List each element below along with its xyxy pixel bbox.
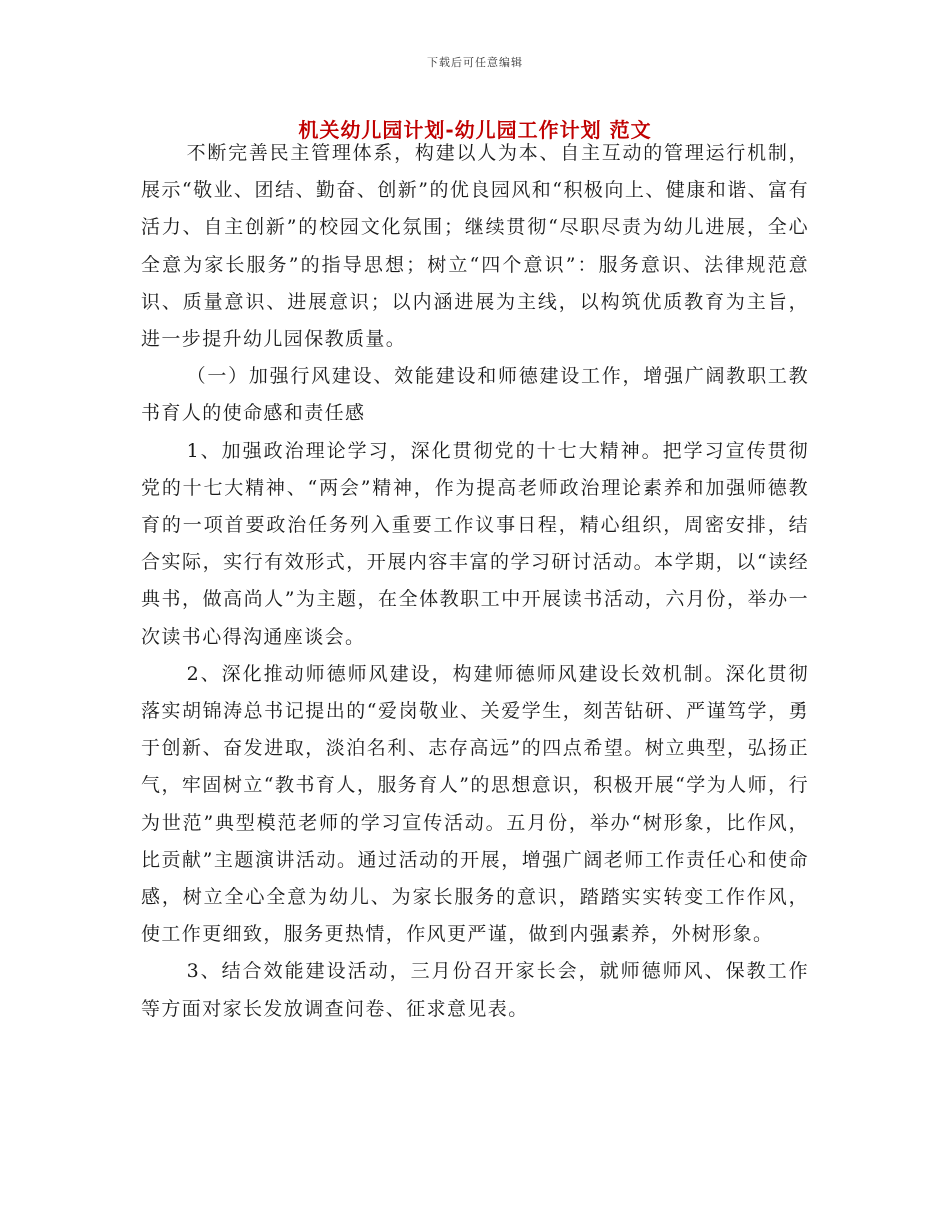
document-body <box>141 135 809 1028</box>
paragraph-intro: 不断完善民主管理体系，构建以人为本、自主互动的管理运行机制，展示“敬业、团结、勤奋、创新”的优良园风和“积极向上、健康和谐、富有活力、自主创新”的校园文化氛围；继续贯彻“尽职尽责为幼儿进展，全心全意为家长服务”的指导思想；树立“四个意识”：服务意识、法律规范意识、质量意识、进展意识；以内涵进展为主线，以构筑优质教育为主旨，进一步提升幼儿园保教质量。 <box>141 142 809 351</box>
header-note: 下载后可任意编辑 <box>427 56 523 69</box>
document-title: 机关幼儿园计划-幼儿园工作计划 范文 <box>298 118 652 142</box>
paragraph-item-2: 2、深化推动师德师风建设，构建师德师风建设长效机制。深化贯彻落实胡锦涛总书记提出的“爱岗敬业、关爱学生，刻苦钻研、严谨笃学，勇于创新、奋发进取，淡泊名利、志存高远”的四点希望。树立典型，弘扬正气，牢固树立“教书育人，服务育人”的思想意识，积极开展“学为人师，行为世范”典型模范老师的学习宣传活动。五月份，举办“树形象，比作风，比贡献”主题演讲活动。通过活动的开展，增强广阔老师工作责任心和使命感，树立全心全意为幼儿、为家长服务的意识，踏踏实实转变工作作风，使工作更细致，服务更热情，作风更严谨，做到内强素养，外树形象。 <box>141 662 809 946</box>
paragraph-item-1: 1、加强政治理论学习，深化贯彻党的十七大精神。把学习宣传贯彻党的十七大精神、“两会”精神，作为提高老师政治理论素养和加强师德教育的一项首要政治任务列入重要工作议事日程，精心组织，周密安排，结合实际，实行有效形式，开展内容丰富的学习研讨活动。本学期，以“读经典书，做高尚人”为主题，在全体教职工中开展读书活动，六月份，举办一次读书心得沟通座谈会。 <box>141 439 809 648</box>
paragraph-section-heading: （一）加强行风建设、效能建设和师德建设工作，增强广阔教职工教书育人的使命感和责任感 <box>141 365 809 425</box>
paragraph-item-3: 3、结合效能建设活动，三月份召开家长会，就师德师风、保教工作等方面对家长发放调查问卷、征求意见表。 <box>141 960 809 1020</box>
